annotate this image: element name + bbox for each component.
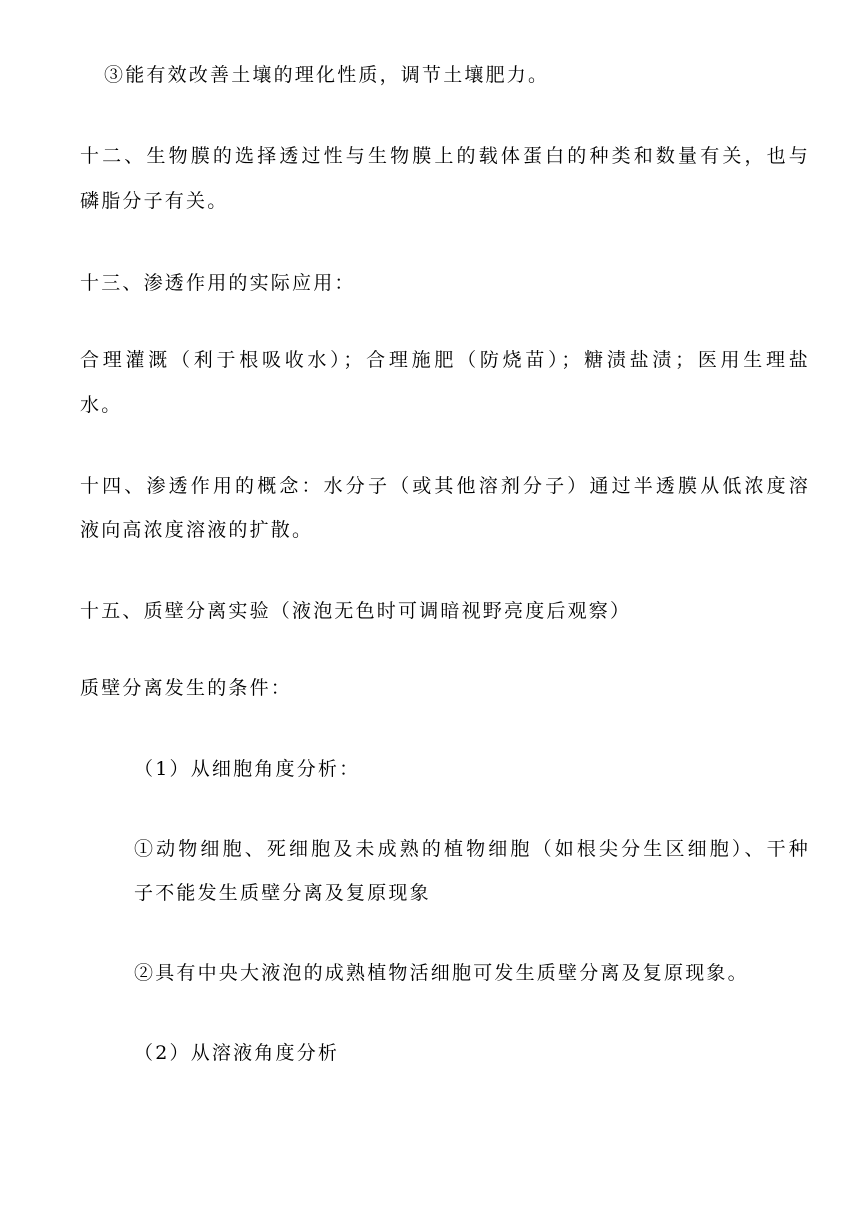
cell-analysis-heading: （1）从细胞角度分析： xyxy=(134,758,361,780)
cell-analysis-item-1-line-2: 子不能发生质壁分离及复原现象 xyxy=(134,882,431,904)
solution-analysis-heading: （2）从溶液角度分析 xyxy=(134,1042,340,1064)
section-13-heading: 十三、渗透作用的实际应用： xyxy=(80,272,356,294)
section-12-line-1: 十二、生物膜的选择透过性与生物膜上的载体蛋白的种类和数量有关，也与 xyxy=(80,145,810,167)
section-15-heading: 十五、质壁分离实验（液泡无色时可调暗视野亮度后观察） xyxy=(80,600,632,622)
section-13-line-2: 水。 xyxy=(80,394,123,416)
paragraph-line: ③能有效改善土壤的理化性质，调节土壤肥力。 xyxy=(104,64,550,86)
section-12-line-2: 磷脂分子有关。 xyxy=(80,190,229,212)
cell-analysis-item-2: ②具有中央大液泡的成熟植物活细胞可发生质壁分离及复原现象。 xyxy=(134,962,749,984)
section-14-line-1: 十四、渗透作用的概念：水分子（或其他溶剂分子）通过半透膜从低浓度溶 xyxy=(80,475,810,497)
condition-heading: 质壁分离发生的条件： xyxy=(80,677,293,699)
section-13-line-1: 合理灌溉（利于根吸收水）；合理施肥（防烧苗）；糖渍盐渍；医用生理盐 xyxy=(80,349,810,371)
section-14-line-2: 液向高浓度溶液的扩散。 xyxy=(80,519,314,541)
cell-analysis-item-1-line-1: ①动物细胞、死细胞及未成熟的植物细胞（如根尖分生区细胞）、干种 xyxy=(134,838,810,860)
